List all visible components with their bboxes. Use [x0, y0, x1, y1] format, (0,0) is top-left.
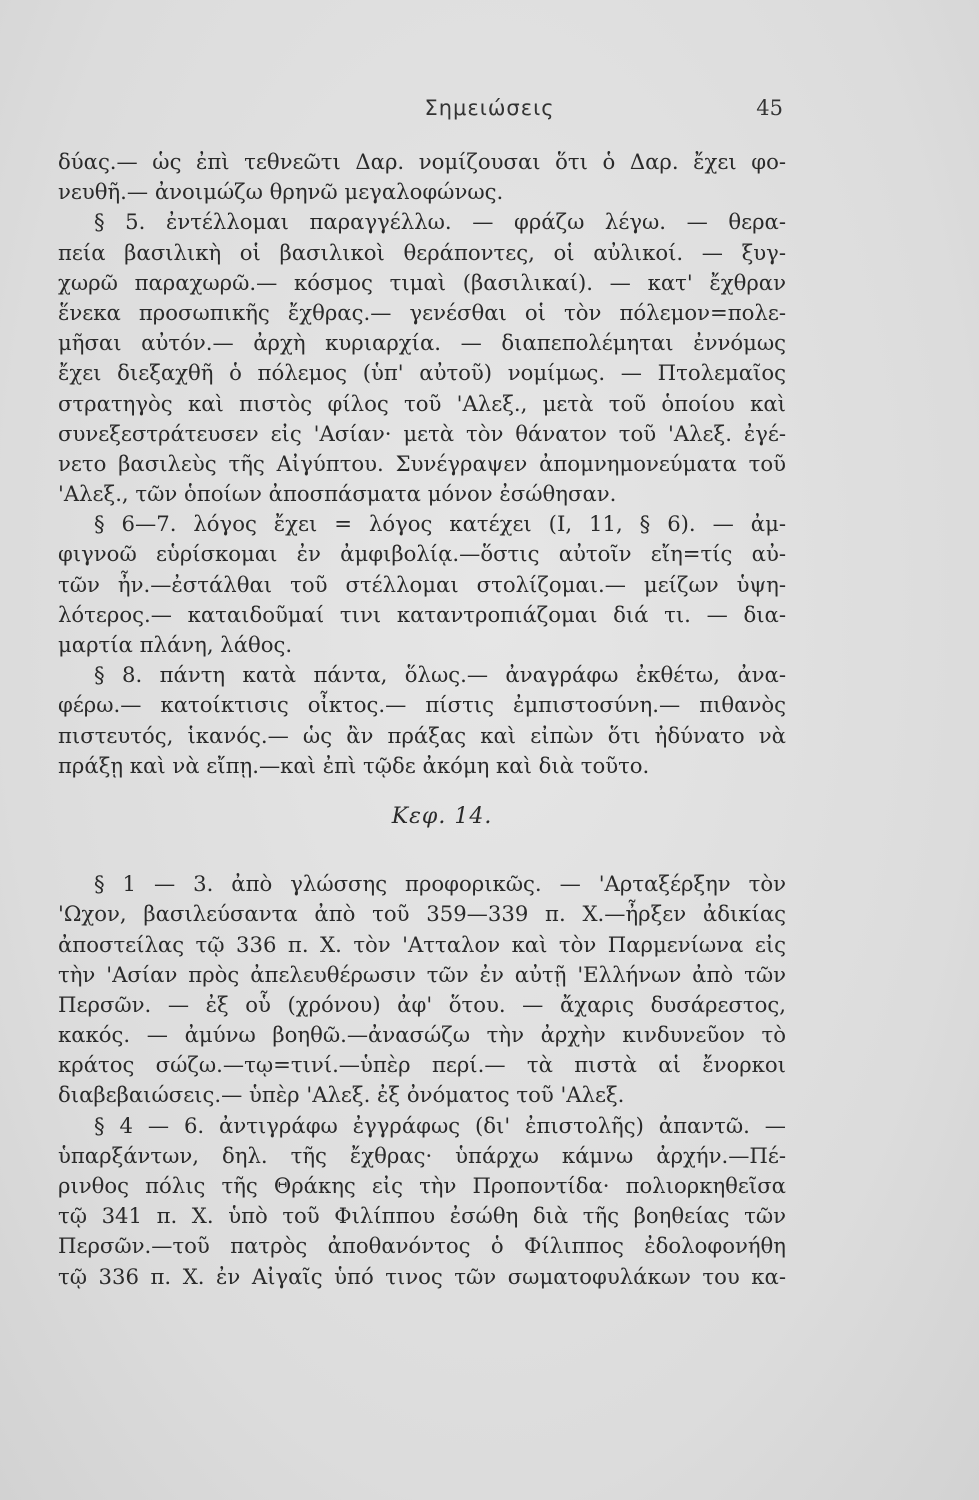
text-line: ἔχει διεξαχθῆ ὁ πόλεμος (ὑπ' αὐτοῦ) νομίμως. — Πτολεμαῖος: [58, 360, 786, 386]
text-line: δύας.— ὡς ἐπὶ τεθνεῶτι Δαρ. νομίζουσαι ὅτι ὁ Δαρ. ἔχει φο-: [58, 149, 786, 174]
notes-body: [58, 147, 786, 1292]
notes-section-after: [58, 869, 786, 1292]
running-head: Σημειώσεις: [424, 96, 555, 120]
text-line: τῷ 336 π. Χ. ἐν Αἰγαῖς ὑπό τινος τῶν σωματοφυλάκων του κα-: [58, 1263, 786, 1289]
text-line: 'Ωχον, βασιλεύσαντα ἀπὸ τοῦ 359—339 π. Χ.—ἦρξεν ἀδικίας: [58, 901, 786, 927]
text-line: τῶν ἦν.—ἐστάλθαι τοῦ στέλλομαι στολίζομαι.— μείζων ὑψη-: [58, 571, 786, 597]
text-line: τῷ 341 π. Χ. ὑπὸ τοῦ Φιλίππου ἐσώθη διὰ τῆς βοηθείας τῶν: [58, 1203, 786, 1229]
chapter-heading: Κεφ. 14.: [391, 803, 493, 829]
text-line: συνεξεστράτευσεν εἰς 'Ασίαν· μετὰ τὸν θάνατον τοῦ 'Αλεξ. ἐγέ-: [58, 420, 786, 446]
page-header: [0, 96, 979, 128]
text-line: πεία βασιλικὴ οἱ βασιλικοὶ θεράποντες, οἱ αὐλικοί. — ξυγ-: [58, 239, 786, 265]
text-line: νετο βασιλεὺς τῆς Αἰγύπτου. Συνέγραψεν ἀπομνημονεύματα τοῦ: [58, 450, 786, 476]
text-line: ἀποστείλας τῷ 336 π. Χ. τὸν 'Ατταλον καὶ τὸν Παρμενίωνα εἰς: [58, 931, 786, 957]
text-line: κακός. — ἀμύνω βοηθῶ.—ἀνασώζω τὴν ἀρχὴν κινδυνεῦον τὸ: [58, 1022, 786, 1048]
text-line: φιγνοῶ εὑρίσκομαι ἐν ἀμφιβολίᾳ.—ὅστις αὐτοῖν εἴη=τίς αὐ-: [58, 541, 786, 567]
text-line: διαβεβαιώσεις.— ὑπὲρ 'Αλεξ. ἐξ ὀνόματος τοῦ 'Αλεξ.: [58, 1082, 625, 1108]
text-line: § 5. ἐντέλλομαι παραγγέλλω. — φράζω λέγω. — θερα-: [94, 209, 786, 235]
text-line: πράξῃ καὶ νὰ εἴπῃ.—καὶ ἐπὶ τῷδε ἀκόμη καὶ διὰ τοῦτο.: [58, 752, 650, 778]
text-line: Περσῶν.—τοῦ πατρὸς ἀποθανόντος ὁ Φίλιππος ἐδολοφονήθη: [58, 1233, 786, 1259]
text-line: μῆσαι αὐτόν.— ἀρχὴ κυριαρχία. — διαπεπολέμηται ἐννόμως: [58, 330, 786, 356]
text-line: κράτος σώζω.—τῳ=τινί.—ὑπὲρ περί.— τὰ πιστὰ αἱ ἔνορκοι: [58, 1052, 786, 1078]
text-line: ἕνεκα προσωπικῆς ἔχθρας.— γενέσθαι οἱ τὸν πόλεμον=πολε-: [58, 299, 786, 325]
text-line: § 8. πάντη κατὰ πάντα, ὅλως.— ἀναγράφω ἐκθέτω, ἀνα-: [94, 662, 786, 688]
text-line: ρινθος πόλις τῆς Θράκης εἰς τὴν Προποντίδα· πολιορκηθεῖσα: [58, 1173, 786, 1198]
text-line: Περσῶν. — ἐξ οὗ (χρόνου) ἀφ' ὅτου. — ἄχαρις δυσάρεστος,: [58, 991, 786, 1017]
page-number: 45: [756, 96, 783, 120]
text-line: χωρῶ παραχωρῶ.— κόσμος τιμαὶ (βασιλικαί). — κατ' ἔχθραν: [58, 269, 786, 295]
text-line: νευθῆ.— ἀνοιμώζω θρηνῶ μεγαλοφώνως.: [58, 179, 504, 205]
text-line: 'Αλεξ., τῶν ὁποίων ἀποσπάσματα μόνον ἐσώθησαν.: [58, 481, 617, 507]
text-line: § 1 — 3. ἀπὸ γλώσσης προφορικῶς. — 'Αρταξέρξην τὸν: [94, 871, 786, 897]
text-line: λότερος.— καταιδοῦμαί τινι καταντροπιάζομαι διά τι. — δια-: [58, 601, 786, 627]
notes-section-before: [58, 147, 786, 781]
text-line: ὑπαρξάντων, δηλ. τῆς ἔχθρας· ὑπάρχω κάμνω ἀρχήν.—Πέ-: [58, 1142, 786, 1168]
text-line: στρατηγὸς καὶ πιστὸς φίλος τοῦ 'Αλεξ., μετὰ τοῦ ὁποίου καὶ: [58, 390, 786, 416]
text-line: μαρτία πλάνη, λάθος.: [58, 632, 293, 657]
text-line: § 6—7. λόγος ἔχει = λόγος κατέχει (I, 11, § 6). — ἀμ-: [94, 511, 786, 537]
text-line: § 4 — 6. ἀντιγράφω ἐγγράφως (δι' ἐπιστολῆς) ἀπαντῶ. —: [94, 1112, 786, 1138]
text-line: φέρω.— κατοίκτισις οἶκτος.— πίστις ἐμπιστοσύνη.— πιθανὸς: [58, 692, 786, 718]
text-line: πιστευτός, ἱκανός.— ὡς ἂν πράξας καὶ εἰπὼν ὅτι ἠδύνατο νὰ: [58, 722, 786, 748]
text-line: τὴν 'Ασίαν πρὸς ἀπελευθέρωσιν τῶν ἐν αὐτῇ 'Ελλήνων ἀπὸ τῶν: [58, 961, 786, 987]
